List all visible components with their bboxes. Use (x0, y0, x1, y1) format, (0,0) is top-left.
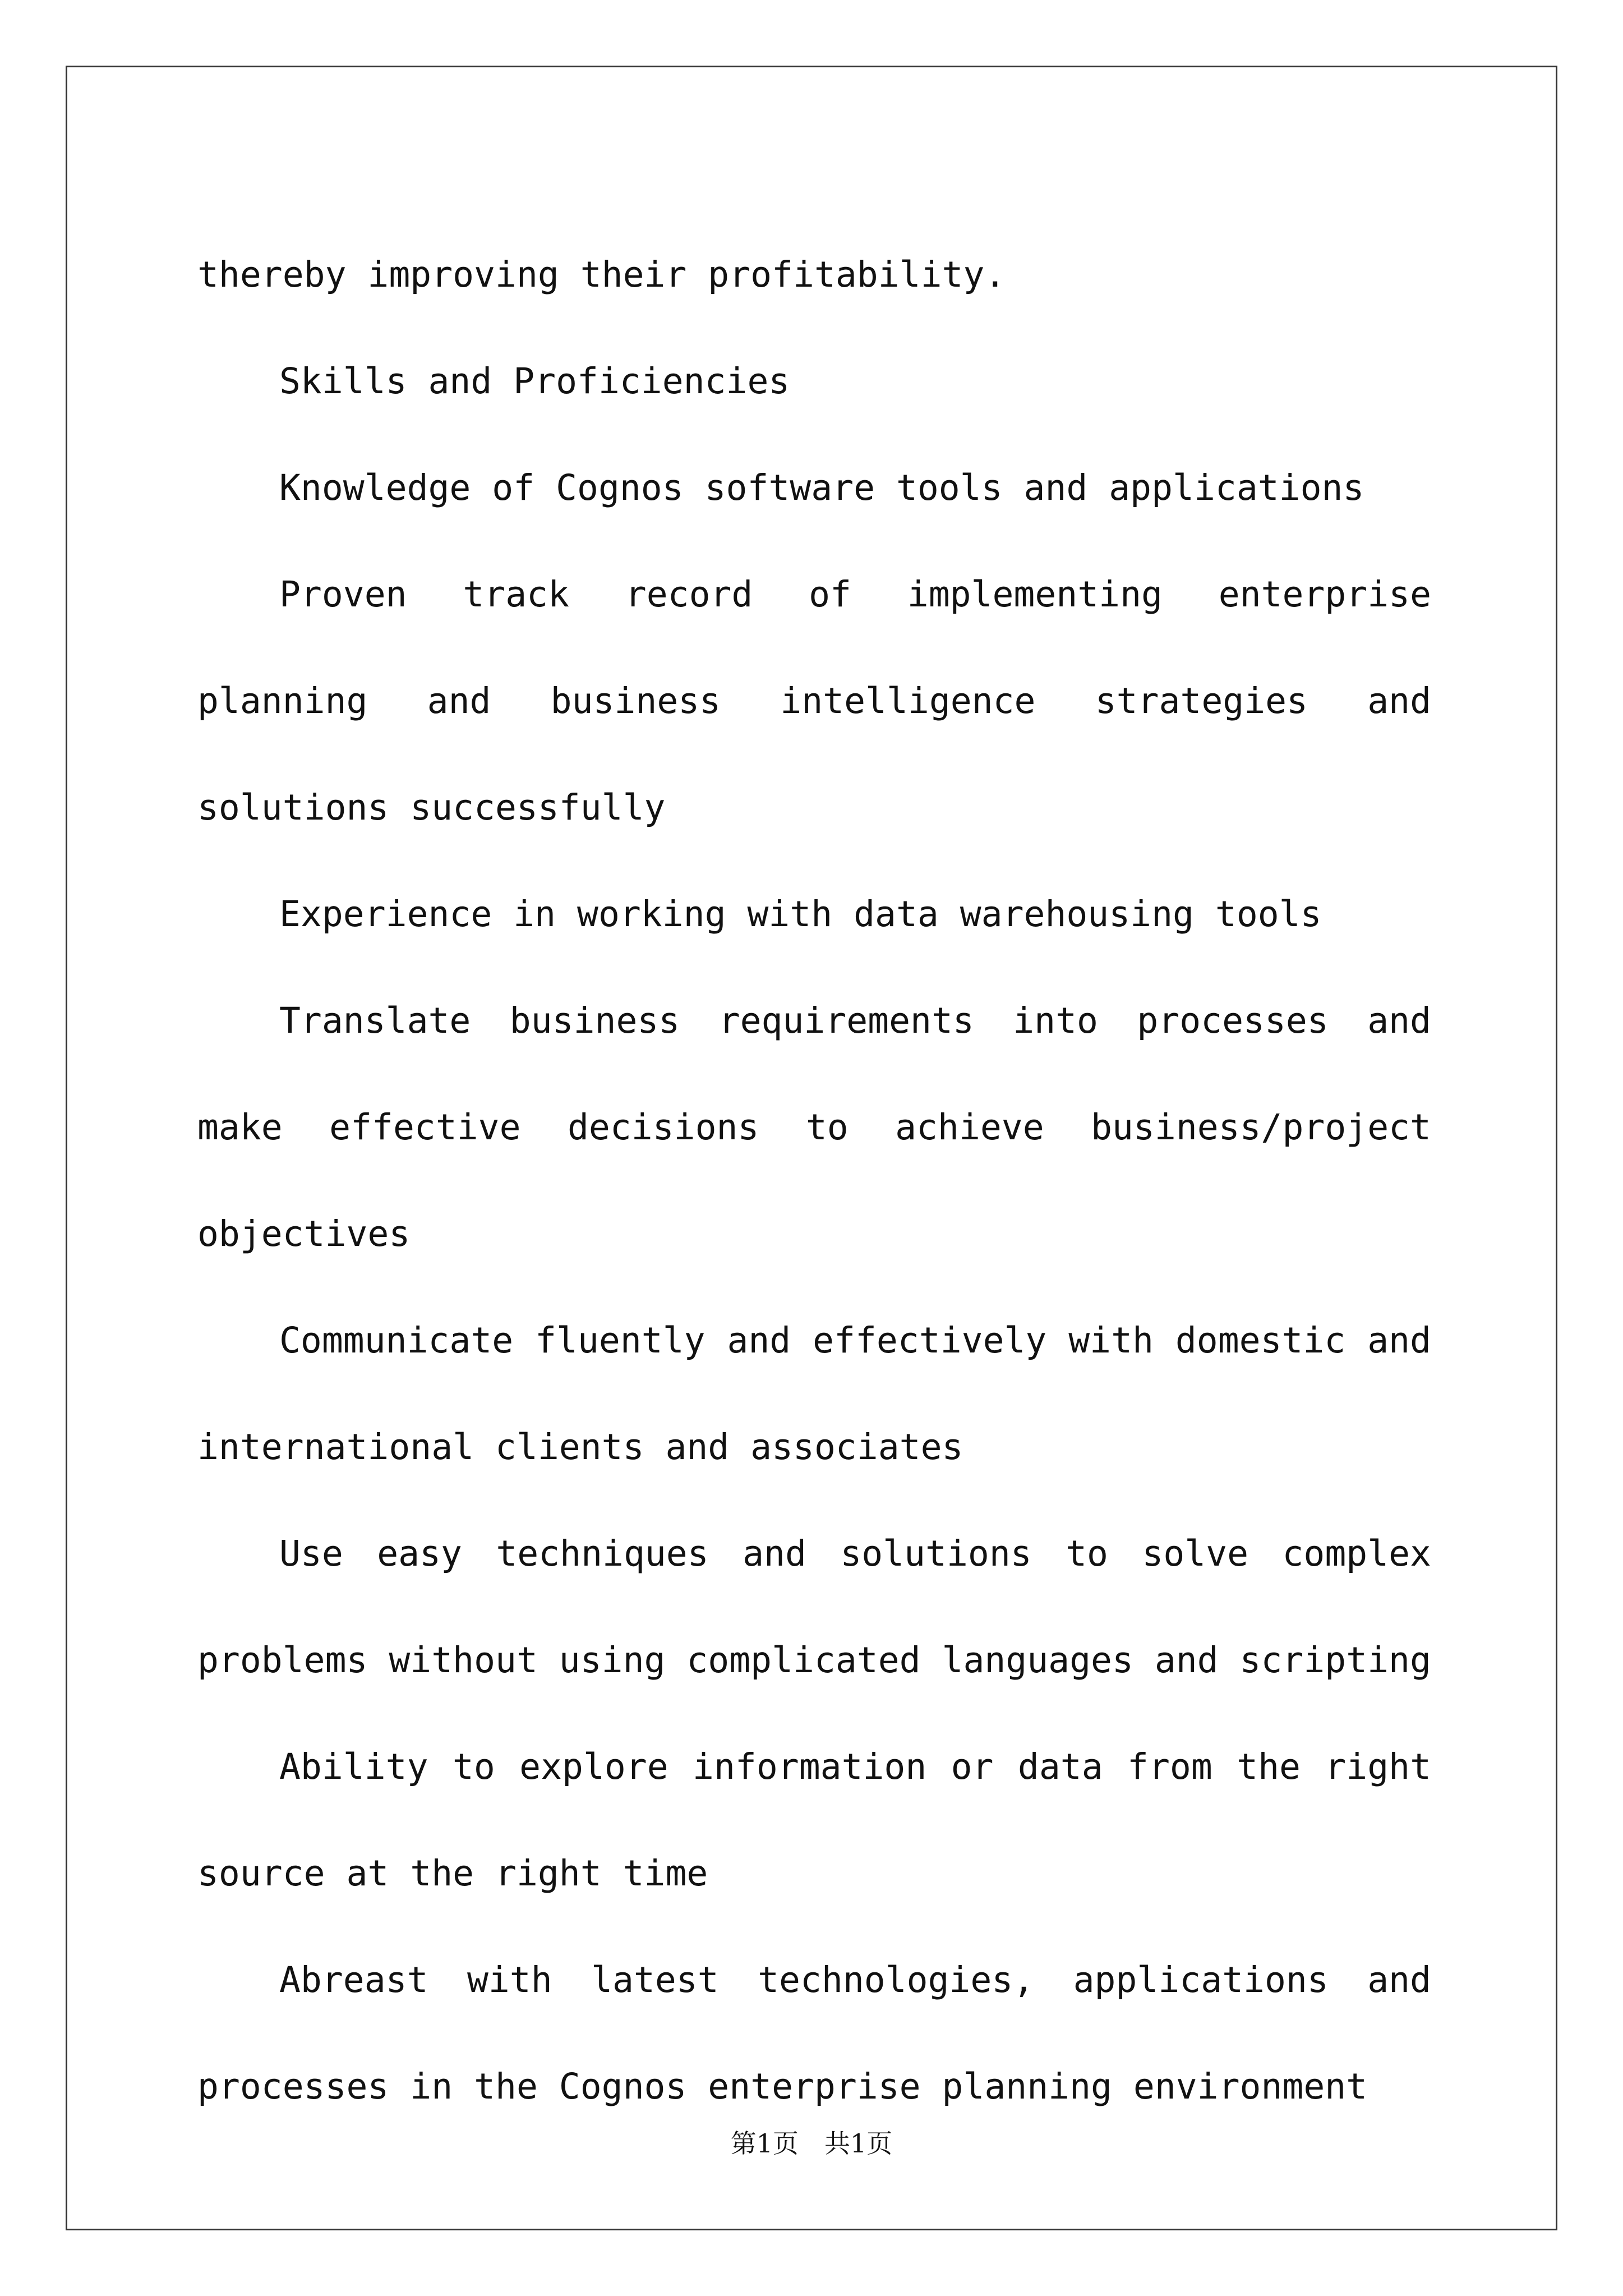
paragraph-cognos-knowledge: Knowledge of Cognos software tools and applications (279, 467, 1364, 508)
section-heading-skills: Skills and Proficiencies (279, 361, 790, 402)
paragraph-data-warehousing: Experience in working with data warehousing tools (279, 894, 1322, 935)
paragraph-techniques: Use easy techniques and solutions to solve complex problems without using complicated languages and scripting (197, 1533, 1431, 1681)
paragraph-profitability: thereby improving their profitability. (197, 254, 1006, 295)
paragraph-explore-information: Ability to explore information or data from the right source at the right time (197, 1746, 1431, 1894)
document-body (197, 222, 1431, 2140)
paragraph-communication: Communicate fluently and effectively with domestic and international clients and associates (197, 1320, 1431, 1467)
paragraph-latest-technologies: Abreast with latest technologies, applications and processes in the Cognos enterprise planning environment (197, 1959, 1431, 2107)
paragraph-business-requirements: Translate business requirements into processes and make effective decisions to achieve business/project objectives (197, 1000, 1431, 1254)
paragraph-track-record: Proven track record of implementing enterprise planning and business intelligence strategies and solutions successfully (197, 574, 1431, 828)
page-number-footer: 第1页 共1页 (730, 2128, 893, 2159)
